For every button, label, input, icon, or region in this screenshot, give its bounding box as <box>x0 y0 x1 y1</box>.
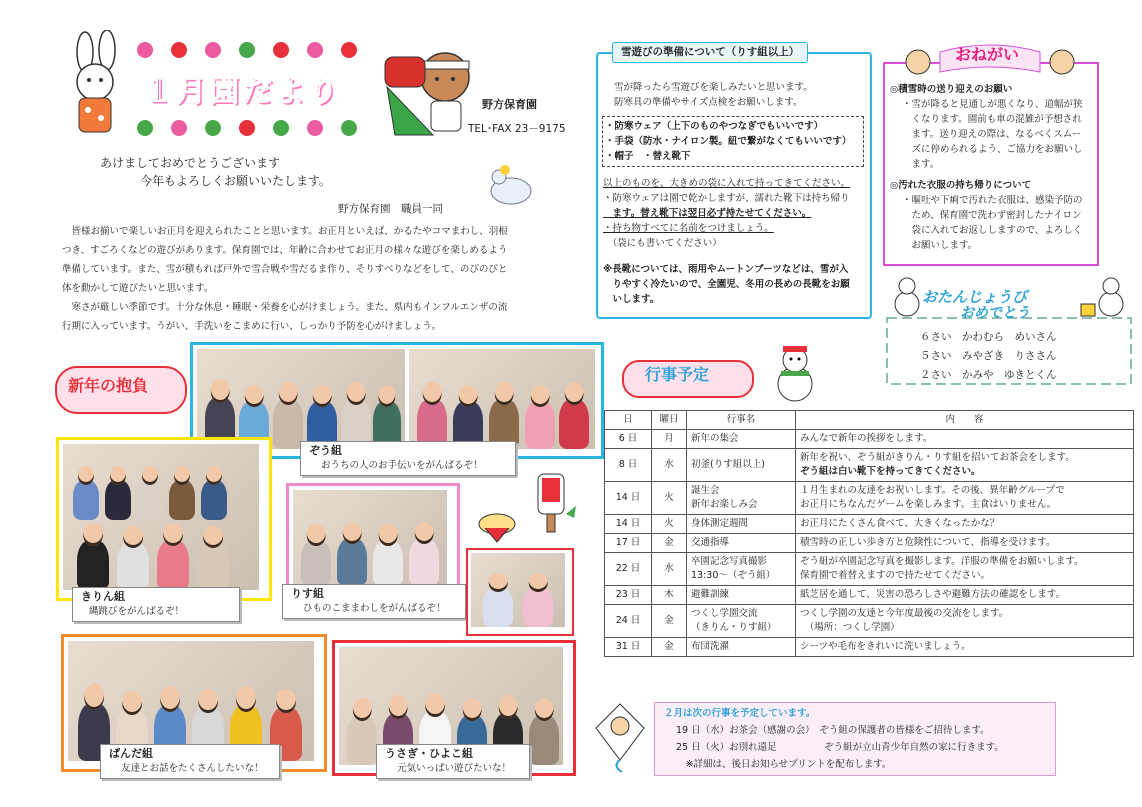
event-desc <box>796 482 1134 515</box>
request-line: 袋に入れてお返ししますので、よろしく <box>902 225 1083 236</box>
snow-intro-line: 防寒具の準備やサイズ点検をお願いします。 <box>614 97 803 108</box>
event-name <box>687 449 796 482</box>
snow-item: ・手袋（防水・ナイロン製。紐で繋がなくてもいいです） <box>605 136 852 147</box>
risu-message: ひものこままわしをがんばるぞ！ <box>303 603 446 614</box>
request-line: ・雪が降ると見通しが悪くなり、道幅が狭 <box>902 99 1083 110</box>
event-weekday <box>652 482 687 515</box>
event-desc-line: シーツや毛布をきれいに洗いましょう。 <box>800 641 971 652</box>
events-row <box>605 482 1134 515</box>
event-day <box>605 586 652 605</box>
events-header-name: 行事名 <box>687 411 796 430</box>
zou-photo <box>197 349 405 449</box>
mouse-icon <box>485 165 535 207</box>
snow-title: 雪遊びの準備について（りす組以上） <box>612 42 808 63</box>
risu-label <box>282 584 466 619</box>
event-name-line: 身体測定週間 <box>691 518 749 529</box>
events-row <box>605 553 1134 586</box>
birthday-entry: ６さい かわむら めいさん <box>920 331 1057 343</box>
event-weekday-line: 火 <box>664 492 674 503</box>
kite-icon <box>592 700 648 774</box>
school-name: 野方保育園 <box>482 98 537 111</box>
event-weekday-line: 金 <box>664 641 674 652</box>
event-desc <box>796 553 1134 586</box>
event-name <box>687 586 796 605</box>
event-desc-line: ぞう組が卒園記念写真を撮影します。洋服の準備をお願いします。 <box>800 556 1084 567</box>
event-weekday-line: 水 <box>664 459 674 470</box>
event-weekday-line: 火 <box>664 518 674 529</box>
intro-paragraph <box>62 222 582 336</box>
event-desc-line: 保育園で着替えますので持たせてください。 <box>800 570 991 581</box>
event-day-line: 22 日 <box>615 563 641 574</box>
request-heading: ◎汚れた衣服の持ち帰りについて <box>890 180 1032 191</box>
events-row <box>605 605 1134 638</box>
event-day-line: 8 日 <box>618 459 638 470</box>
zou-label <box>300 441 516 476</box>
event-day <box>605 534 652 553</box>
events-row <box>605 515 1134 534</box>
event-weekday <box>652 553 687 586</box>
event-name <box>687 430 796 449</box>
intro-line: つき、すごろくなどの遊びがあります。保育園では、年齢に合わせてお正月の様々な遊びを楽しめるよう <box>62 245 508 256</box>
events-header-day: 日 <box>605 411 652 430</box>
snow-after-line: ・持ち物すべてに名前をつけましょう。 <box>603 223 774 234</box>
snow-items-box <box>602 116 864 167</box>
event-desc-line: みんなで新年の挨拶をします。 <box>800 433 933 444</box>
events-row <box>605 638 1134 657</box>
event-desc-line: 新年を祝い、ぞう組がきりん・りす組を招いてお茶会をします。 <box>800 452 1075 463</box>
events-row <box>605 430 1134 449</box>
events-header-content: 内 容 <box>796 411 1134 430</box>
intro-line: 皆様お揃いで楽しいお正月を迎えられたことと思います。お正月といえば、かるたやコマまわし、羽根 <box>62 226 508 237</box>
zou-message: おうちの人のお手伝いをがんばるぞ！ <box>321 460 483 471</box>
zou-name: ぞう組 <box>309 444 342 457</box>
event-weekday <box>652 638 687 657</box>
event-desc-line: （場所：つくし学園） <box>800 622 900 633</box>
request-heading: ◎積雪時の送り迎えのお願い <box>890 84 1013 95</box>
event-weekday-line: 金 <box>664 615 674 626</box>
intro-line: 準備しています。また、雪が積もれば戸外で雪合戦や雪だるま作り、そりすべりなどをして、のびのびと <box>62 264 508 275</box>
event-day-line: 24 日 <box>615 615 641 626</box>
event-weekday-line: 金 <box>664 537 674 548</box>
event-name-line: 布団洗濯 <box>691 641 730 652</box>
event-desc-line: ぞう組は白い靴下を持ってきてください。 <box>800 466 981 477</box>
event-day-line: 6 日 <box>618 433 638 444</box>
risu-photo <box>293 490 447 586</box>
birthday-entry: ２さい かみや ゆきとくん <box>920 369 1057 381</box>
event-name-line: 交通指導 <box>691 537 730 548</box>
panda-name: ぱんだ組 <box>109 747 153 760</box>
event-desc-line: つくし学園の友達と今年度最後の交流をします。 <box>800 608 1009 619</box>
snow-item: ・帽子 ・替え靴下 <box>605 151 691 162</box>
event-day-line: 31 日 <box>615 641 641 652</box>
risu-name: りす組 <box>291 587 324 600</box>
snow-after <box>603 176 850 251</box>
event-day <box>605 482 652 515</box>
kirin-photo-frame <box>56 437 272 601</box>
event-desc <box>796 449 1134 482</box>
snow-intro-line: 雪が降ったら雪遊びを楽しみたいと思います。 <box>614 82 813 93</box>
snow-boots-line: ※長靴については、雨用やムートンブーツなどは、雪が入 <box>603 264 849 275</box>
usagi-name: うさぎ・ひよこ組 <box>385 747 473 760</box>
event-day <box>605 515 652 534</box>
events-row <box>605 586 1134 605</box>
event-name-line: 避難訓練 <box>691 589 730 600</box>
event-day <box>605 605 652 638</box>
event-desc <box>796 605 1134 638</box>
event-day <box>605 638 652 657</box>
event-desc <box>796 534 1134 553</box>
snow-boots-line: りやすく冷たいので、全園児、冬用の長めの長靴をお願 <box>603 279 850 290</box>
event-name <box>687 605 796 638</box>
intro-line: 行期に入っています。うがい、手洗いをこまめに行い、しっかり予防を心がけましょう。 <box>62 321 442 332</box>
event-weekday-line: 月 <box>664 433 674 444</box>
kirin-photo <box>63 444 259 590</box>
usagi-label <box>376 744 530 779</box>
event-weekday <box>652 586 687 605</box>
request-content <box>890 82 1083 253</box>
battledore-icon <box>530 470 580 535</box>
event-weekday <box>652 605 687 638</box>
request-line: ズに停められるよう、ご協力をお願いし <box>902 144 1083 155</box>
events-title: 行事予定 <box>645 365 710 384</box>
flower-border-top <box>135 40 375 60</box>
birthday-list <box>920 328 1057 385</box>
event-desc-line: 紙芝居を通して、災害の恐ろしさや避難方法の確認をします。 <box>800 589 1066 600</box>
event-name <box>687 482 796 515</box>
event-day-line: 17 日 <box>615 537 641 548</box>
request-line: ます。送り迎えの際は、なるべくスムー <box>902 129 1082 140</box>
birthday-title1: おたんじょうび <box>922 288 1028 306</box>
snow-after-line: ます。替え靴下は翌日必ず持たせてください。 <box>603 208 812 219</box>
event-desc <box>796 515 1134 534</box>
february-list <box>676 722 1004 773</box>
event-weekday <box>652 430 687 449</box>
flower-border-bottom <box>135 118 375 138</box>
event-desc-line: お正月にちなんだゲームを楽しみます。主食はいりません。 <box>800 499 1057 510</box>
event-name-line: 新年お楽しみ会 <box>691 499 758 510</box>
greeting-signature: 野方保育園 職員一同 <box>338 203 443 215</box>
event-name-line: （きりん・りす組） <box>691 622 777 633</box>
event-name <box>687 534 796 553</box>
event-name-line: 13:30～（ぞう組） <box>691 570 776 581</box>
greeting-line1: あけましておめでとうございます <box>100 156 281 170</box>
event-name-line: つくし学園交流 <box>691 608 758 619</box>
event-weekday-line: 木 <box>664 589 674 600</box>
panda-photo <box>68 641 314 761</box>
kirin-name: きりん組 <box>81 590 125 603</box>
event-day-line: 14 日 <box>615 518 641 529</box>
birthday-title2: おめでとう <box>960 305 1030 321</box>
snow-after-line: ・防寒ウェアは園で乾かしますが、濡れた靴下は持ち帰り <box>603 193 850 204</box>
greeting-line2: 今年もよろしくお願いいたします。 <box>140 174 332 188</box>
snow-item: ・防寒ウェア（上下のものやつなぎでもいいです） <box>605 121 824 132</box>
snow-boots-note <box>603 262 850 307</box>
event-name-line: 新年の集会 <box>691 433 739 444</box>
events-row <box>605 449 1134 482</box>
event-desc <box>796 638 1134 657</box>
event-desc-line: １月生まれの友達をお祝いします。その後、異年齢グループで <box>800 485 1065 496</box>
events-row <box>605 534 1134 553</box>
snow-intro <box>614 80 813 110</box>
newyear-title: 新年の抱負 <box>68 376 149 395</box>
request-line: くなります。園前も車の混雑が予想され <box>902 114 1082 125</box>
events-header-row <box>605 411 1134 430</box>
event-weekday <box>652 449 687 482</box>
event-day-line: 14 日 <box>615 492 641 503</box>
event-desc-line: 積雪時の正しい歩き方と危険性について、指導を受けます。 <box>800 537 1056 548</box>
event-day <box>605 430 652 449</box>
events-table <box>604 410 1134 657</box>
snow-after-line: （袋にも書いてください） <box>603 238 722 249</box>
hiyoko-photo <box>471 553 565 627</box>
page-title: １月園だより <box>143 74 341 109</box>
february-title: ２月は次の行事を予定しています。 <box>664 708 816 719</box>
event-name-line: 卒園記念写真撮影 <box>691 556 768 567</box>
event-desc <box>796 586 1134 605</box>
panda-label <box>100 744 280 779</box>
birthday-entry: ５さい みやざき りささん <box>920 350 1057 362</box>
events-header-weekday: 曜日 <box>652 411 687 430</box>
hiyoko-photo-frame <box>466 548 574 636</box>
event-name <box>687 515 796 534</box>
february-line: ※詳細は、後日お知らせプリントを配布します。 <box>676 759 892 770</box>
february-line: 19 日（水）お茶会（感謝の会） ぞう組の保護者の皆様をご招待します。 <box>676 725 990 736</box>
event-weekday <box>652 515 687 534</box>
event-name-line: 誕生会 <box>691 485 720 496</box>
zou-photo-2 <box>409 349 595 449</box>
event-name <box>687 553 796 586</box>
request-line: ます。 <box>902 159 940 170</box>
request-line: ・嘔吐や下痢で汚れた衣服は、感染予防の <box>902 195 1083 206</box>
event-day <box>605 553 652 586</box>
request-line: お願いします。 <box>902 240 978 251</box>
event-name-line: 初釜(りす組以上) <box>691 459 765 470</box>
event-weekday-line: 水 <box>664 563 674 574</box>
spinning-top-icon <box>475 500 520 545</box>
panda-message: 友達とお話をたくさんしたいな！ <box>121 763 264 774</box>
february-line: 25 日（火）お別れ遠足 ぞう組が立山青少年自然の家に行きます。 <box>676 742 1004 753</box>
event-weekday <box>652 534 687 553</box>
snow-after-line: 以上のものを、大きめの袋に入れて持ってきてください。 <box>603 178 851 189</box>
request-line: ため、保育園で洗わず密封したナイロン <box>902 210 1082 221</box>
request-title: おねがい <box>955 45 1020 64</box>
event-desc <box>796 430 1134 449</box>
event-day <box>605 449 652 482</box>
tel-fax: TEL･FAX 23－9175 <box>468 123 566 135</box>
risu-photo-frame <box>286 483 460 597</box>
kirin-message: 縄跳びをがんばるぞ！ <box>89 606 185 617</box>
snowman-icon <box>765 342 825 404</box>
event-name <box>687 638 796 657</box>
snow-boots-line: いします。 <box>603 294 660 305</box>
event-desc-line: お正月にたくさん食べて、大きくなったかな？ <box>800 518 1000 529</box>
event-day-line: 23 日 <box>615 589 641 600</box>
intro-line: 体を動かして遊びたいと思います。 <box>62 283 214 294</box>
kirin-label <box>72 587 240 622</box>
usagi-message: 元気いっぱい遊びたいな！ <box>397 763 512 774</box>
intro-line: 寒さが厳しい季節です。十分な休息・睡眠・栄養を心がけましょう。また、県内もインフルエンザの流 <box>62 302 508 313</box>
bear-lion-dance-icon <box>375 35 480 140</box>
rabbit-mascot-icon <box>55 30 135 140</box>
